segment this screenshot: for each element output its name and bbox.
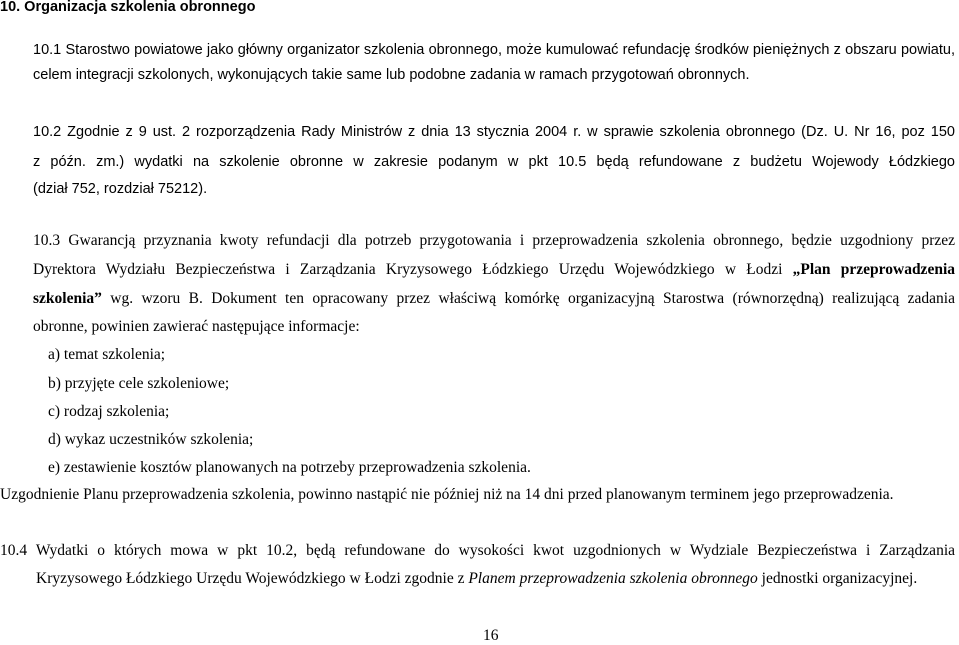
para-10-3-line-2-text: Dyrektora Wydziału Bezpieczeństwa i Zarządzania Kryzysowego Łódzkiego Urzędu Wojewódzkiego w Łodzi — [33, 261, 793, 278]
para-10-4-line-1: 10.4 Wydatki o których mowa w pkt 10.2, będą refundowane do wysokości kwot uzgodnionych w Wydziale Bezpieczeństwa i Zarządzania — [0, 542, 955, 559]
para-10-4-line-2-end: jednostki organizacyjnej. — [757, 570, 918, 587]
list-item: d) wykaz uczestników szkolenia; — [48, 431, 254, 448]
plan-title-bold-end: szkolenia” — [33, 290, 102, 307]
section-heading: 10. Organizacja szkolenia obronnego — [0, 0, 256, 15]
para-10-2-line-1: 10.2 Zgodnie z 9 ust. 2 rozporządzenia Rady Ministrów z dnia 13 stycznia 2004 r. w sprawie szkolenia obronnego (Dz. U. Nr 16, poz 150 — [33, 124, 955, 140]
para-10-1-line-1: 10.1 Starostwo powiatowe jako główny organizator szkolenia obronnego, może kumulować refundację środków pieniężnych z obszaru powiatu, — [33, 42, 955, 58]
plan-title-bold: „Plan przeprowadzenia — [792, 261, 955, 278]
plan-title-italic: Planem przeprowadzenia szkolenia obronnego — [468, 570, 758, 587]
para-10-3-line-3-text: wg. wzoru B. Dokument ten opracowany przez właściwą komórkę organizacyjną Starostwa (równorzędną) realizującą zadania — [101, 290, 955, 307]
list-item: e) zestawienie kosztów planowanych na potrzeby przeprowadzenia szkolenia. — [48, 459, 531, 476]
para-10-3-line-1: 10.3 Gwarancją przyznania kwoty refundacji dla potrzeb przygotowania i przeprowadzenia szkolenia obronnego, będzie uzgodniony przez — [33, 232, 955, 249]
para-10-2-line-2: z późn. zm.) wydatki na szkolenie obronne w zakresie podanym w pkt 10.5 będą refundowane z budżetu Wojewody Łódzkiego — [33, 154, 955, 170]
para-10-2-line-3: (dział 752, rozdział 75212). — [33, 181, 208, 197]
para-10-1-line-2: celem integracji szkolonych, wykonujących takie same lub podobne zadania w ramach przygotowań obronnych. — [33, 67, 750, 83]
page-number: 16 — [483, 627, 499, 644]
list-item: c) rodzaj szkolenia; — [48, 403, 170, 420]
para-10-3-line-3 — [33, 290, 955, 308]
para-10-4-line-2-text: Kryzysowego Łódzkiego Urzędu Wojewódzkiego w Łodzi zgodnie z — [36, 570, 469, 587]
para-10-4-line-2 — [36, 570, 917, 588]
list-item: a) temat szkolenia; — [48, 346, 166, 363]
list-item: b) przyjęte cele szkoleniowe; — [48, 375, 230, 392]
para-10-3-line-2 — [33, 261, 955, 279]
para-10-3-line-4: obronne, powinien zawierać następujące informacje: — [33, 318, 360, 335]
agreement-paragraph: Uzgodnienie Planu przeprowadzenia szkolenia, powinno nastąpić nie później niż na 14 dni przed planowanym terminem jego przeprowadzenia. — [0, 486, 894, 503]
